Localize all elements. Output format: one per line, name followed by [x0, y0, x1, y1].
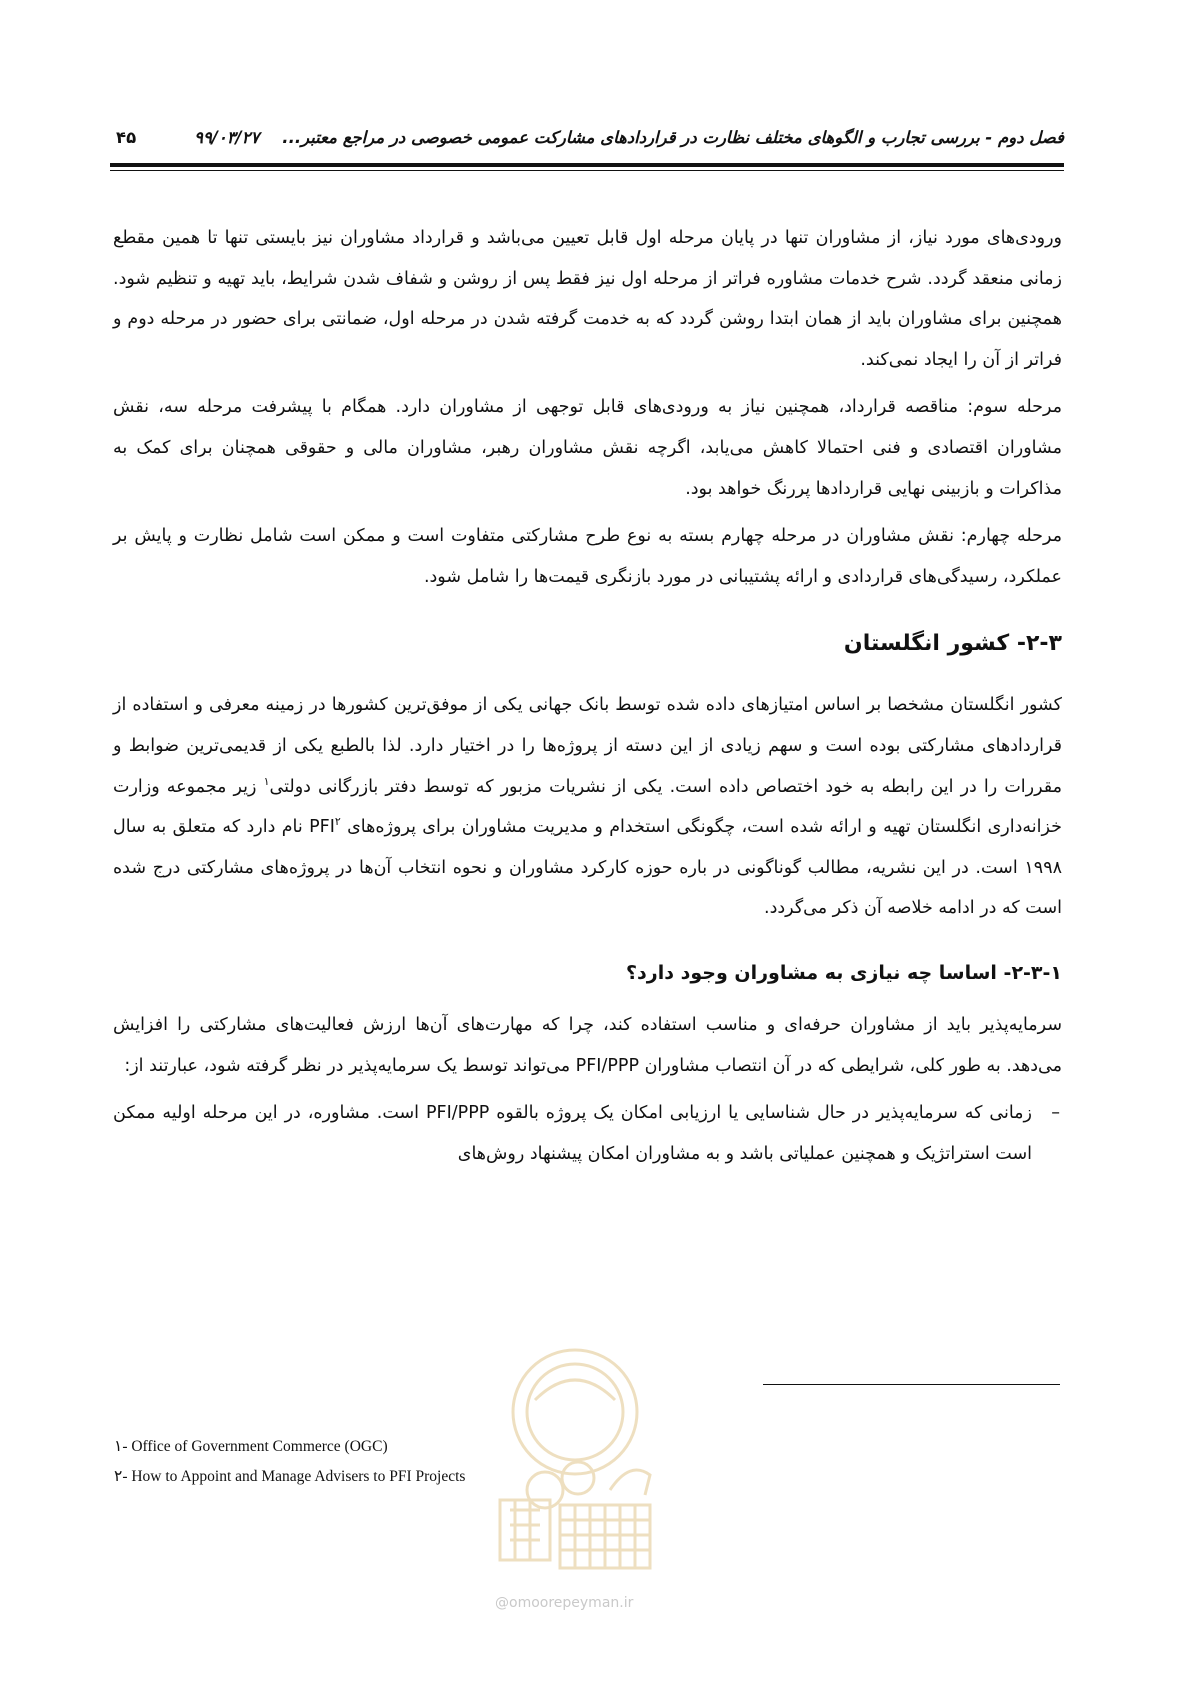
list-item-text: زمانی که سرمایه‌پذیر در حال شناسایی یا ارزیابی امکان یک پروژه بالقوه PFI/PPP است. مشاوره، در این مرحله اولیه ممکن است استراتژیک و همچنین عملیاتی باشد و به مشاوران امکان پیشنهاد روش‌های: [113, 1103, 1032, 1164]
paragraph: [113, 685, 1062, 929]
chapter-title-text: فصل دوم - بررسی تجارب و الگوهای مختلف نظارت در قراردادهای مشارکت عمومی خصوصی در مراجع معتبر...: [282, 128, 1064, 147]
paragraph-text: زیر مجموعه وزارت خزانه‌داری انگلستان تهیه و ارائه شده است، چگونگی استخدام و مدیریت مشاوران برای پروژه‌های: [113, 776, 1062, 838]
pfi-term: PFI: [309, 817, 335, 838]
header-rule-thick: [110, 163, 1064, 167]
dash-bullet: –: [1051, 1103, 1060, 1124]
body-text: [113, 218, 1062, 1174]
footnote-1: ۱- Office of Government Commerce (OGC): [114, 1438, 388, 1455]
running-header: [116, 128, 1064, 156]
paragraph: سرمایه‌پذیر باید از مشاوران حرفه‌ای و مناسب استفاده کند، چرا که مهارت‌های آن‌ها ارزش فعالیت‌های مشارکتی را افزایش می‌دهد. به طور کلی، شرایطی که در آن انتصاب مشاوران PFI/PPP می‌تواند توسط یک سرمایه‌پذیر در نظر گرفته شود، عبارتند از:: [113, 1014, 1062, 1076]
footnote-ref-1[interactable]: ۱: [263, 774, 270, 788]
paragraph: مرحله چهارم: نقش مشاوران در مرحله چهارم بسته به نوع طرح مشارکتی متفاوت است و ممکن است شامل نظارت و پایش بر عملکرد، رسیدگی‌های قراردادی و ارائه پشتیبانی در مورد بازنگری قیمت‌ها را شامل شود.: [113, 526, 1062, 587]
footnote-rule: [763, 1384, 1060, 1385]
header-rule-thin: [110, 170, 1064, 171]
watermark-logo: [490, 1340, 660, 1570]
subsection-heading: ۲-۳-۱- اساسا چه نیازی به مشاوران وجود دارد؟: [626, 961, 1062, 984]
page-number: ۴۵: [116, 128, 137, 147]
paragraph-text: کشور انگلستان مشخصا بر اساس امتیازهای داده شده توسط بانک جهانی یکی از موفق‌ترین کشورها در زمینه معرفی و استفاده از قراردادهای مشارکتی بوده است و سهم زیادی از این دسته از پروژه‌ها را در اختیار دارد. لذا بالطبع یکی از قدیمی‌ترین ضوابط و مقررات را در این رابطه به خود اختصاص داده است. یکی از نشریات مزبور که توسط دفتر بازرگانی دولتی: [113, 695, 1062, 797]
header-date: ۹۹/۰۳/۲۷: [194, 128, 260, 147]
watermark-url: @omoorepeyman.ir: [495, 1595, 634, 1611]
paragraph-text: نام دارد که متعلق به سال ۱۹۹۸ است. در این نشریه، مطالب گوناگونی در باره حوزه کارکرد مشاوران و نحوه انتخاب آن‌ها در پروژه‌های مشارکتی درج شده است که در ادامه خلاصه آن ذکر می‌گردد.: [113, 817, 1062, 919]
list-item: [113, 1093, 1062, 1174]
paragraph: ورودی‌های مورد نیاز، از مشاوران تنها در پایان مرحله اول قابل تعیین می‌باشد و قرارداد مشاوران نیز بایستی تنها تا همین مقطع زمانی منعقد گردد. شرح خدمات مشاوره فراتر از مرحله اول نیز فقط پس از روشن و شفاف شدن شرایط، باید تهیه و تنظیم شود. همچنین برای مشاوران باید از همان ابتدا روشن گردد که به خدمت گرفته شدن در مرحله اول، ضمانتی برای حضور در مرحله دوم و فراتر از آن را ایجاد نمی‌کند.: [113, 228, 1062, 370]
paragraph: مرحله سوم: مناقصه قرارداد، همچنین نیاز به ورودی‌های قابل توجهی از مشاوران دارد. همگام با پیشرفت مرحله سه، نقش مشاوران اقتصادی و فنی احتمالا کاهش می‌یابد، اگرچه نقش مشاوران رهبر، مشاوران مالی و حقوقی همچنان برای کمک به مذاکرات و بازبینی نهایی قراردادها پررنگ خواهد بود.: [113, 397, 1062, 499]
footnote-2: ۲- How to Appoint and Manage Advisers to PFI Projects: [114, 1468, 466, 1485]
chapter-title: [194, 128, 1064, 147]
section-heading: ۲-۳- کشور انگلستان: [843, 631, 1062, 657]
footnote-ref-2[interactable]: ۲: [334, 815, 341, 829]
